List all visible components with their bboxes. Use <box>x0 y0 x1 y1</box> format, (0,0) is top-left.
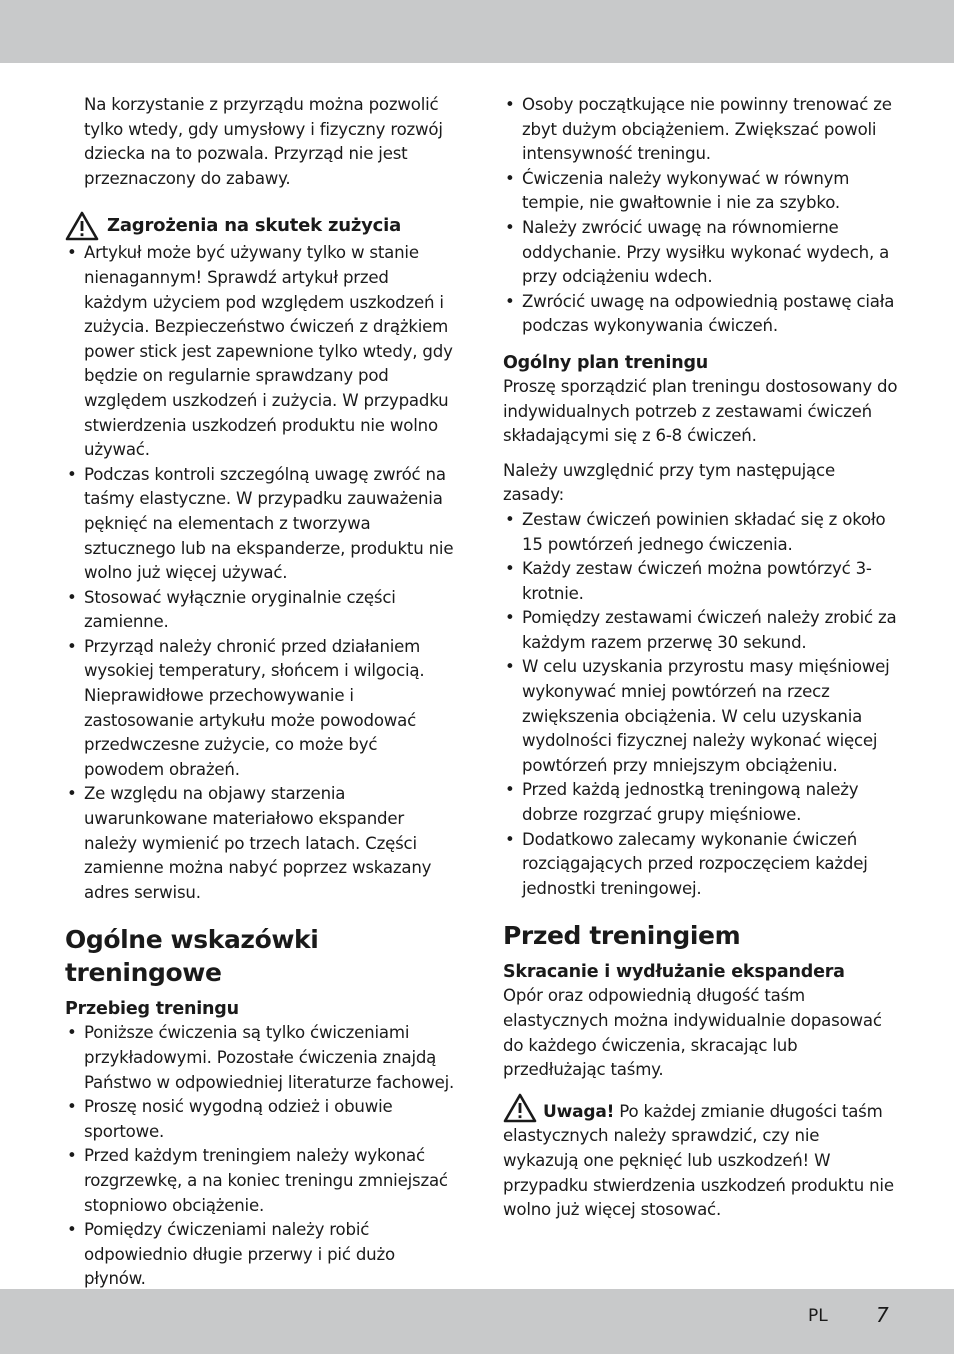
list-item: • Ze względu na objawy starzenia uwarunkowane materiałowo ekspander należy wymienić po trzech latach. Części zamienne można nabyć poprzez wskazany adres serwisu. <box>65 782 455 905</box>
list-item: • Poniższe ćwiczenia są tylko ćwiczeniami przykładowymi. Pozostałe ćwiczenia znajdą Państwo w odpowiedniej literaturze fachowej. <box>65 1021 455 1095</box>
before-training-heading: Przed treningiem <box>503 921 741 951</box>
list-item: • Pomiędzy zestawami ćwiczeń należy zrobić za każdym razem przerwę 30 sekund. <box>503 606 898 655</box>
list-item: • Osoby początkujące nie powinny trenować ze zbyt dużym obciążeniem. Zwiększać powoli intensywność treningu. <box>503 93 898 167</box>
list-item: • Przed każdą jednostką treningową należy dobrze rozgrzać grupy mięśniowe. <box>503 778 898 827</box>
caution-text: Po każdej zmianie długości taśm elastycznych należy sprawdzić, czy nie wykazują one pęknięć lub uszkodzeń! W przypadku stwierdzenia uszkodzeń produktu nie wolno już więcej stosować. <box>503 1101 894 1220</box>
list-item: • Przed każdym treningiem należy wykonać rozgrzewkę, a na koniec treningu zmniejszać stopniowo obciążenie. <box>65 1144 455 1218</box>
list-item: • Ćwiczenia należy wykonywać w równym tempie, nie gwałtownie i nie za szybko. <box>503 167 898 216</box>
list-item: • Należy zwrócić uwagę na równomierne oddychanie. Przy wysiłku wykonać wydech, a przy odciążeniu wdech. <box>503 216 898 290</box>
warning-triangle-icon <box>503 1093 537 1123</box>
page-number: 7 <box>876 1303 889 1327</box>
list-item: • Zwrócić uwagę na odpowiednią postawę ciała podczas wykonywania ćwiczeń. <box>503 290 898 339</box>
intro-paragraph: Na korzystanie z przyrządu można pozwolić tylko wtedy, gdy umysłowy i fizyczny rozwój dziecka na to pozwala. Przyrząd nie jest przeznaczony do zabawy. <box>84 95 443 188</box>
list-item: • Proszę nosić wygodną odzież i obuwie sportowe. <box>65 1095 455 1144</box>
language-code: PL <box>808 1306 828 1326</box>
list-item: • Zestaw ćwiczeń powinien składać się z około 15 powtórzeń jednego ćwiczenia. <box>503 508 898 557</box>
general-heading: Ogólne wskazówki treningowe <box>65 925 319 988</box>
plan-heading: Ogólny plan treningu <box>503 352 709 373</box>
course-list-continued <box>503 93 898 339</box>
list-item: • Artykuł może być używany tylko w stanie nienagannym! Sprawdź artykuł przed każdym użyciem pod względem uszkodzeń i zużycia. Bezpieczeństwo ćwiczeń z drążkiem power stick jest zapewnione tylko wtedy, gdy będzie on regularnie sprawdzany pod względem uszkodzeń i zużycia. W przypadku stwierdzenia uszkodzeń produktu nie wolno używać. <box>65 241 455 462</box>
list-item: • W celu uzyskania przyrostu masy mięśniowej wykonywać mniej powtórzeń na rzecz zwiększenia obciążenia. W celu uzyskania wydolności fizycznej należy wykonać więcej powtórzeń przy mniejszym obciążeniu. <box>503 655 898 778</box>
wear-heading <box>65 211 455 241</box>
course-heading: Przebieg treningu <box>65 999 239 1020</box>
adjust-heading: Skracanie i wydłużanie ekspandera <box>503 962 845 983</box>
top-band <box>0 0 954 63</box>
list-item: • Dodatkowo zalecamy wykonanie ćwiczeń rozciągających przed rozpoczęciem każdej jednostki treningowej. <box>503 828 898 902</box>
list-item: • Każdy zestaw ćwiczeń można powtórzyć 3-krotnie. <box>503 557 898 606</box>
list-item: • Podczas kontroli szczególną uwagę zwróć na taśmy elastyczne. W przypadku zauważenia pęknięć na elementach z tworzywa sztucznego lub na ekspanderze, produktu nie wolno już więcej używać. <box>65 463 455 586</box>
right-column <box>503 93 898 1223</box>
list-item: • Przyrząd należy chronić przed działaniem wysokiej temperatury, słońcem i wilgocią. Nieprawidłowe przechowywanie i zastosowanie artykułu może powodować przedwczesne zużycie, co może być powodem obrażeń. <box>65 635 455 783</box>
wear-list <box>65 241 455 905</box>
plan-paragraph: Proszę sporządzić plan treningu dostosowany do indywidualnych potrzeb z zestawami ćwiczeń składającymi się z 6-8 ćwiczeń. <box>503 376 898 446</box>
list-item: • Stosować wyłącznie oryginalnie części zamienne. <box>65 586 455 635</box>
list-item: • Pomiędzy ćwiczeniami należy robić odpowiednio długie przerwy i pić dużo płynów. <box>65 1218 455 1292</box>
warning-triangle-icon <box>65 211 99 241</box>
left-column <box>65 93 455 1292</box>
plan-rules-intro: Należy uwzględnić przy tym następujące zasady: <box>503 460 835 505</box>
plan-list <box>503 508 898 902</box>
wear-heading-text: Zagrożenia na skutek zużycia <box>107 215 402 237</box>
adjust-paragraph: Opór oraz odpowiednią długość taśm elastycznych można indywidualnie dopasować do każdego ćwiczenia, skracając lub przedłużając taśmy. <box>503 986 882 1080</box>
caution-paragraph <box>503 1093 898 1223</box>
course-list <box>65 1021 455 1292</box>
caution-label: Uwaga! <box>543 1101 615 1122</box>
bottom-band <box>0 1289 954 1354</box>
